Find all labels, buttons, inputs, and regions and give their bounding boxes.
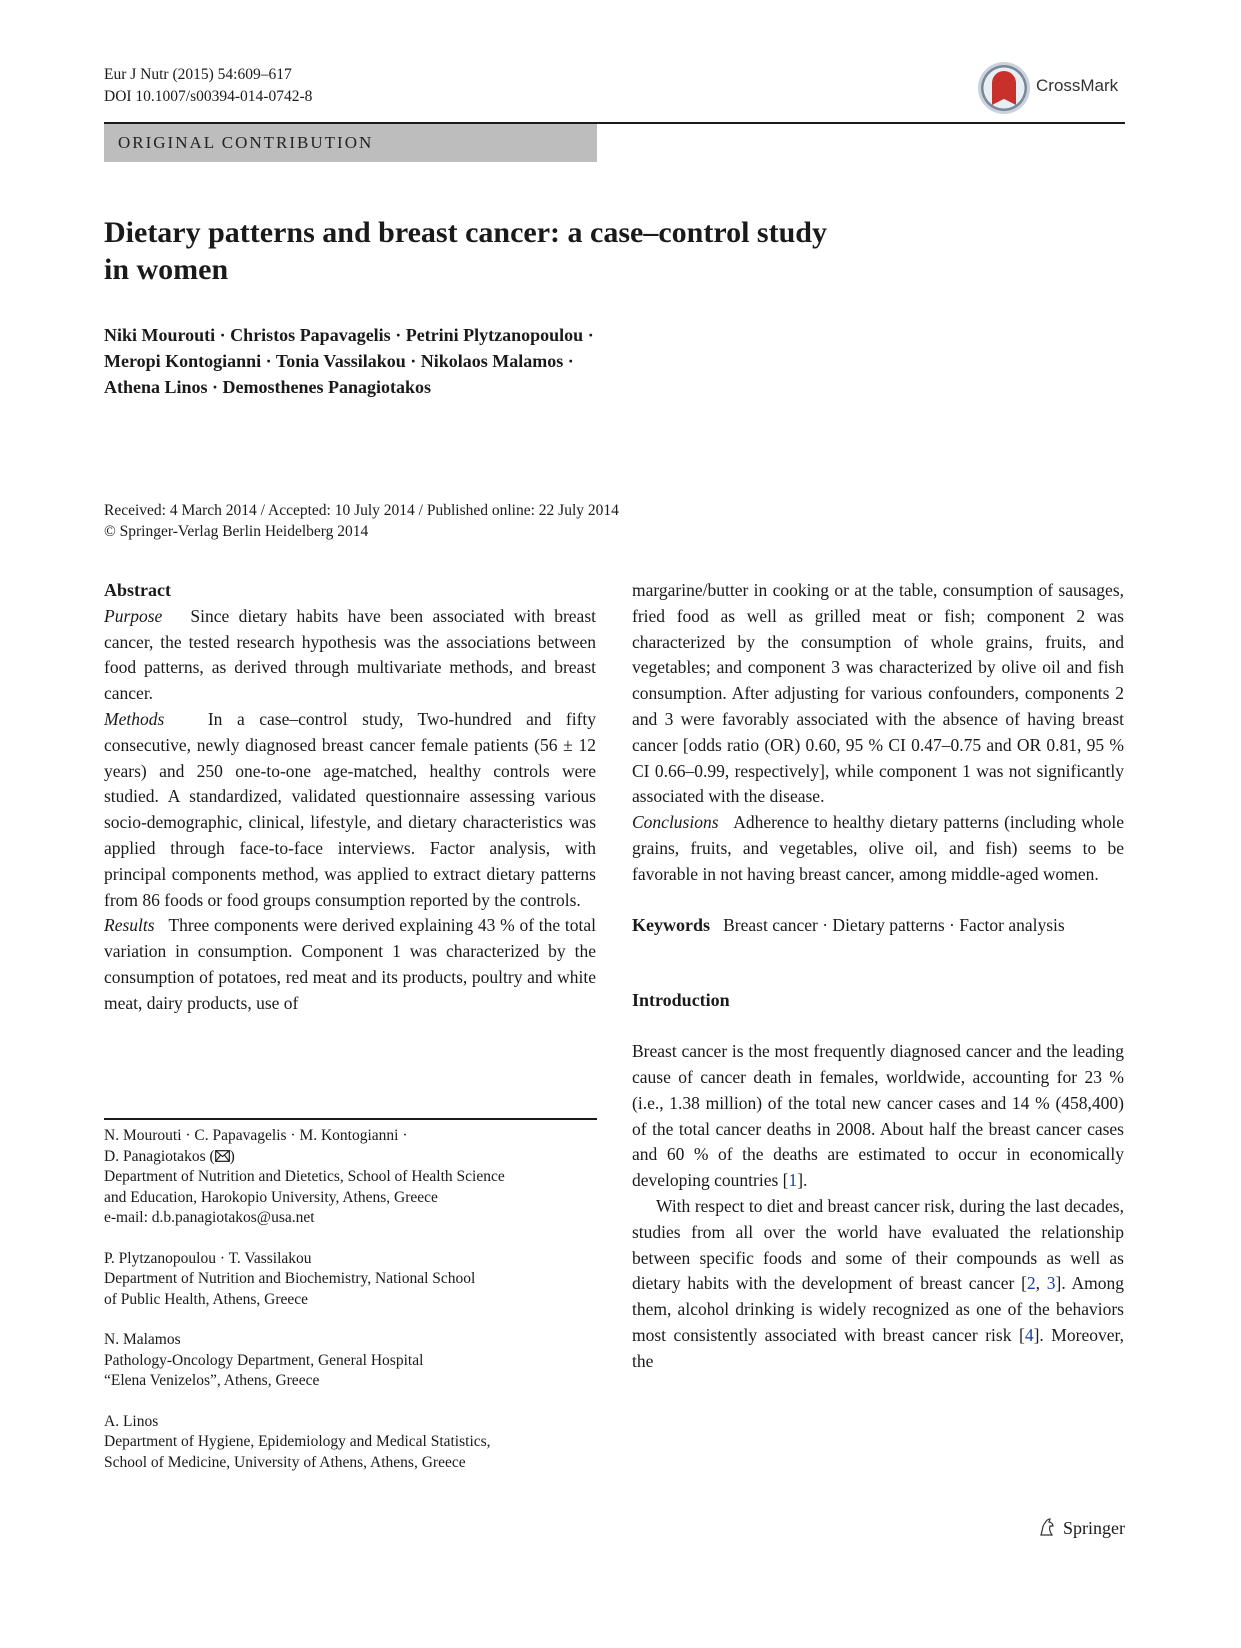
affiliation-1-names: N. Mourouti · C. Papavagelis · M. Kontogianni · <box>104 1127 408 1144</box>
title-line-2: in women <box>104 253 229 286</box>
crossmark-logo[interactable] <box>978 62 1128 118</box>
results-text-left: Three components were derived explaining 43 % of the total variation in consumption. Component 1 was characterized by the consumption of potatoes, red meat and its products, poultry and white meat, dairy products, use of <box>104 915 597 1013</box>
purpose-label: Purpose <box>104 605 163 626</box>
keywords-label: Keywords <box>632 914 710 935</box>
copyright-line: © Springer-Verlag Berlin Heidelberg 2014 <box>104 523 369 540</box>
keywords <box>632 913 1124 939</box>
affiliation-3-dept-2: “Elena Venizelos”, Athens, Greece <box>104 1372 320 1389</box>
publisher-name: Springer <box>1063 1518 1125 1538</box>
affiliation-4 <box>104 1412 597 1474</box>
affiliation-4-names: A. Linos <box>104 1412 159 1430</box>
author-list <box>104 322 804 400</box>
intro-p2-text-b: ]. Among them, alcohol drinking is widely recognized as one of the behaviors most consistently associated with breast cancer risk [ <box>632 1273 1124 1345</box>
affiliation-2-dept-2: of Public Health, Athens, Greece <box>104 1290 309 1308</box>
affiliation-1-dept-2: and Education, Harokopio University, Athens, Greece <box>104 1188 438 1206</box>
corresponding-close: ) <box>229 1147 235 1165</box>
authors-line-2: Meropi Kontogianni · Tonia Vassilakou · Nikolaos Malamos · <box>104 351 574 371</box>
affiliation-2 <box>104 1249 597 1311</box>
introduction-heading: Introduction <box>632 990 730 1011</box>
journal-doi[interactable]: DOI 10.1007/s00394-014-0742-8 <box>104 88 313 105</box>
introduction-paragraph-1 <box>632 1039 1124 1194</box>
conclusions-text: Adherence to healthy dietary patterns (including whole grains, fruits, and vegetables, olive oil, and fish) seems to be favorable in not having breast cancer, among middle-aged women. <box>632 812 1124 884</box>
affiliation-3-names: N. Malamos <box>104 1331 181 1348</box>
methods-text: In a case–control study, Two-hundred and fifty consecutive, newly diagnosed breast cancer female patients (56 ± 12 years) and 250 one-to-one age-matched, healthy controls were studied. A standardized, validated questionnaire assessing various socio-demographic, clinical, lifestyle, and dietary characteristics was applied through face-to-face interviews. Factor analysis, with principal components method, was applied to extract dietary patterns from 86 foods or food groups consumption reported by the controls. <box>104 708 597 910</box>
affiliation-3-dept-1: Pathology-Oncology Department, General Hospital <box>104 1351 424 1369</box>
left-column <box>104 578 596 1017</box>
abstract-results <box>104 913 596 1016</box>
title-line-1: Dietary patterns and breast cancer: a case–control study <box>104 216 827 249</box>
envelope-icon <box>215 1150 230 1162</box>
corresponding-author: D. Panagiotakos ( <box>104 1147 215 1165</box>
conclusions-label: Conclusions <box>632 812 719 833</box>
results-continued: margarine/butter in cooking or at the table, consumption of sausages, fried food as well as grilled meat or fish; component 2 was characterized by the consumption of whole grains, fruits, and vegetables; and component 3 was characterized by olive oil and fish consumption. After adjusting for various confounders, components 2 and 3 were favorably associated with the absence of having breast cancer [odds ratio (OR) 0.60, 95 % CI 0.47–0.75 and OR 0.81, 95 % CI 0.66–0.99, respectively], while component 1 was not significantly associated with the disease. <box>632 580 1124 807</box>
intro-p1-end: ]. <box>797 1170 808 1191</box>
results-label: Results <box>104 915 155 936</box>
abstract-heading: Abstract <box>104 580 171 600</box>
intro-p2-sep: , <box>1035 1273 1047 1294</box>
abstract-conclusions <box>632 810 1124 887</box>
intro-p2-text-c: ]. Moreover, the <box>632 1324 1124 1371</box>
citation-link[interactable]: 4 <box>1024 1324 1034 1345</box>
abstract-purpose <box>104 604 596 707</box>
authors-line-1: Niki Mourouti · Christos Papavagelis · Petrini Plytzanopoulou · <box>104 325 594 345</box>
citation-link[interactable]: 1 <box>788 1170 798 1191</box>
article-category: ORIGINAL CONTRIBUTION <box>104 124 597 162</box>
citation-link[interactable]: 2 <box>1026 1273 1036 1294</box>
affiliation-rule <box>104 1118 597 1120</box>
affiliation-2-names: P. Plytzanopoulou · T. Vassilakou <box>104 1249 312 1267</box>
affiliation-1-corresponding <box>104 1147 597 1168</box>
methods-label: Methods <box>104 708 165 729</box>
introduction-paragraph-2 <box>632 1194 1124 1375</box>
publication-dates <box>104 500 619 542</box>
journal-info <box>104 64 312 108</box>
intro-p2-text-a: With respect to diet and breast cancer risk, during the last decades, studies from all over the world have evaluated the relationship between specific foods and some of their compounds as well as dietary habits with the development of breast cancer [ <box>632 1195 1124 1294</box>
affiliations <box>104 1126 597 1493</box>
intro-p1-text: Breast cancer is the most frequently diagnosed cancer and the leading cause of cancer death in females, worldwide, accounting for 23 % (i.e., 1.38 million) of the total new cancer cases and 14 % (458,400) of the total cancer deaths in 2008. About half the breast cancer cases and 60 % of the deaths are estimated to occur in economically developing countries [ <box>632 1041 1124 1191</box>
journal-citation: Eur J Nutr (2015) 54:609–617 <box>104 66 292 83</box>
citation-link[interactable]: 3 <box>1046 1273 1056 1294</box>
affiliation-4-dept-2: School of Medicine, University of Athens, Athens, Greece <box>104 1453 466 1471</box>
affiliation-2-dept-1: Department of Nutrition and Biochemistry, National School <box>104 1270 476 1287</box>
affiliation-4-dept-1: Department of Hygiene, Epidemiology and Medical Statistics, <box>104 1433 491 1450</box>
keywords-text: Breast cancer · Dietary patterns · Factor analysis <box>723 914 1065 935</box>
abstract-methods <box>104 707 596 913</box>
springer-horse-icon <box>1037 1517 1057 1537</box>
affiliation-1-dept-1: Department of Nutrition and Dietetics, School of Health Science <box>104 1168 505 1185</box>
affiliation-1 <box>104 1126 597 1229</box>
article-title <box>104 214 964 288</box>
publisher-logo <box>1037 1517 1125 1539</box>
crossmark-label: CrossMark <box>1036 76 1119 95</box>
purpose-text: Since dietary habits have been associated with breast cancer, the tested research hypothesis was the associations between food patterns, as derived through multivariate methods, and breast cancer. <box>104 605 596 704</box>
dates-line-1: Received: 4 March 2014 / Accepted: 10 July 2014 / Published online: 22 July 2014 <box>104 502 619 519</box>
authors-line-3: Athena Linos · Demosthenes Panagiotakos <box>104 377 432 397</box>
affiliation-3 <box>104 1330 597 1392</box>
affiliation-1-email[interactable]: e-mail: d.b.panagiotakos@usa.net <box>104 1209 315 1226</box>
right-column <box>632 578 1124 1375</box>
